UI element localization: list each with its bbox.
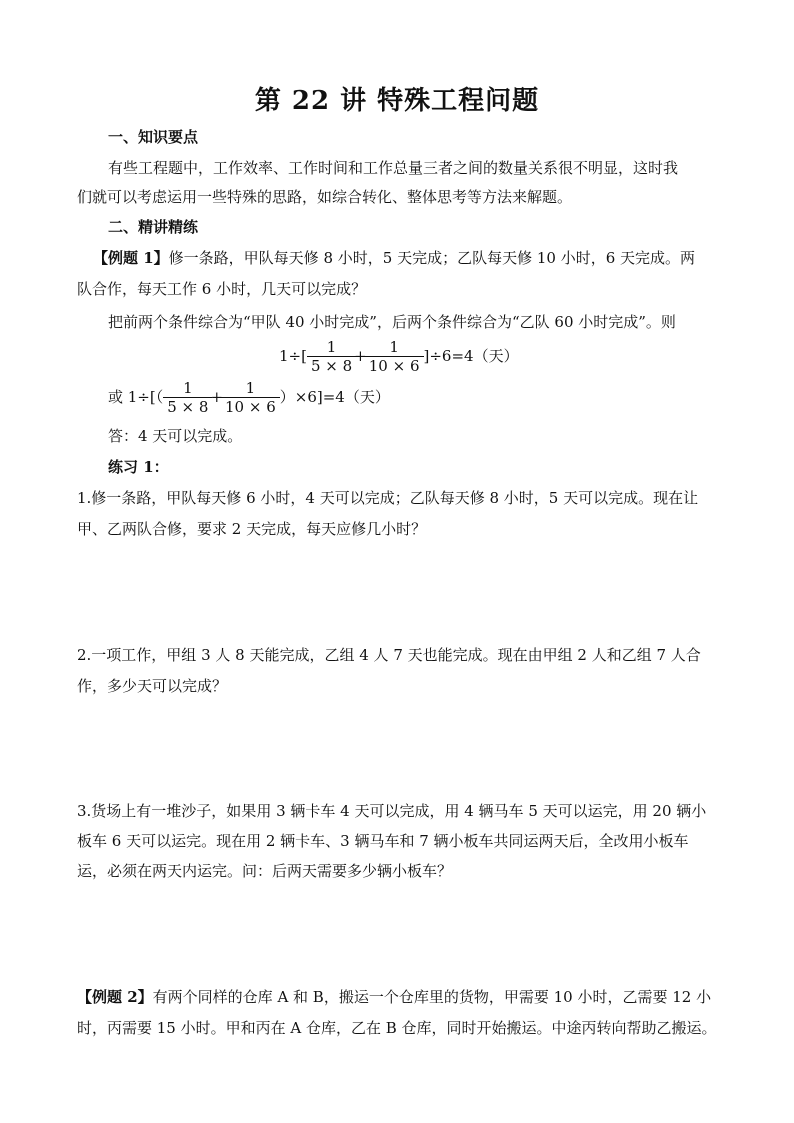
page-title: 第 22 讲 特殊工程问题 [254, 86, 540, 116]
example-1-line-1 [93, 247, 695, 269]
practice-1-heading: 练习 1： [108, 458, 169, 476]
example-1-analysis: 把前两个条件综合为“甲队 40 小时完成”，后两个条件综合为“乙队 60 小时完成”。则 [108, 313, 676, 331]
practice-question-3-line-2: 板车 6 天可以运完。现在用 2 辆卡车、3 辆马车和 7 辆小板车共同运两天后，全改用小板车 [77, 832, 689, 850]
formula-1-frac-a-numerator: 1 [326, 337, 337, 356]
formula-1-frac-b-numerator: 1 [389, 337, 399, 356]
practice-question-3-line-1: 3.货场上有一堆沙子，如果用 3 辆卡车 4 天可以完成，用 4 辆马车 5 天可以运完，用 20 辆小 [77, 802, 707, 820]
formula-1-suffix: ]÷6=4（天） [423, 347, 519, 365]
practice-question-1-line-1: 1.修一条路，甲队每天修 6 小时，4 天可以完成；乙队每天修 8 小时，5 天可以完成。现在让 [77, 489, 699, 507]
example-1-label: 【例题 1】 [93, 249, 169, 267]
example-2-line-2: 时，丙需要 15 小时。甲和丙在 A 仓库，乙在 B 仓库，同时开始搬运。中途丙转向帮助乙搬运。 [77, 1019, 717, 1037]
practice-question-2-line-2: 作，多少天可以完成？ [77, 677, 228, 695]
formula-1-fraction-b [365, 338, 424, 375]
example-1-line-2: 队合作，每天工作 6 小时，几天可以完成？ [77, 280, 367, 298]
example-2-text-1: 有两个同样的仓库 A 和 B，搬运一个仓库里的货物，甲需要 10 小时，乙需要 12 小 [152, 988, 712, 1006]
formula-1-frac-a-denominator: 5 × 8 [307, 356, 356, 375]
formula-2 [108, 377, 390, 416]
formula-2-frac-a-denominator: 5 × 8 [163, 397, 212, 416]
formula-2-frac-b-denominator: 10 × 6 [221, 397, 280, 416]
formula-2-frac-b-numerator: 1 [245, 378, 256, 397]
practice-question-2-line-1: 2.一项工作，甲组 3 人 8 天能完成，乙组 4 人 7 天也能完成。现在由甲组 2 人和乙组 7 人合 [77, 646, 701, 664]
practice-question-1-line-2: 甲、乙两队合修，要求 2 天完成，每天应修几小时？ [77, 520, 427, 538]
knowledge-paragraph-line-1: 有些工程题中，工作效率、工作时间和工作总量三者之间的数量关系很不明显，这时我 [108, 159, 679, 177]
formula-1-fraction-a [307, 338, 356, 375]
formula-2-fraction-a [163, 379, 212, 416]
section-heading-practice: 二、精讲精练 [108, 218, 199, 236]
formula-2-prefix: 或 1÷[（ [108, 388, 164, 406]
example-2-line-1 [77, 986, 711, 1008]
knowledge-paragraph-line-2: 们就可以考虑运用一些特殊的思路，如综合转化、整体思考等方法来解题。 [77, 188, 573, 206]
formula-1-plus: + [354, 347, 367, 365]
formula-2-suffix: ）×6]=4（天） [279, 388, 390, 406]
example-2-label: 【例题 2】 [77, 988, 153, 1006]
formula-1 [279, 336, 519, 375]
formula-2-plus: + [210, 388, 224, 406]
section-heading-knowledge: 一、知识要点 [108, 128, 199, 146]
example-1-text-1: 修一条路，甲队每天修 8 小时，5 天完成；乙队每天修 10 小时，6 天完成。两 [168, 249, 696, 267]
formula-1-frac-b-denominator: 10 × 6 [365, 356, 424, 375]
formula-2-fraction-b [221, 379, 280, 416]
example-1-answer: 答：4 天可以完成。 [108, 427, 243, 445]
practice-question-3-line-3: 运，必须在两天内运完。问：后两天需要多少辆小板车？ [77, 862, 453, 880]
formula-2-frac-a-numerator: 1 [183, 378, 193, 397]
formula-1-prefix: 1÷[ [279, 347, 307, 365]
